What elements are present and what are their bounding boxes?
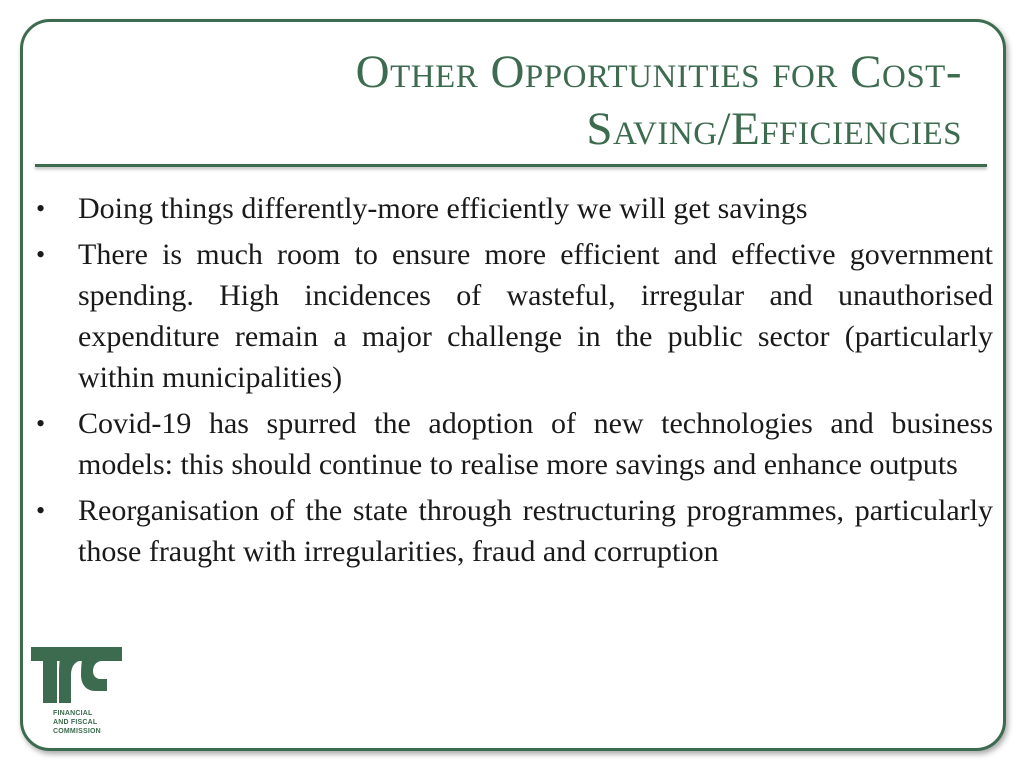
title-divider xyxy=(35,164,987,167)
logo-line: COMMISSION xyxy=(53,728,101,735)
logo-line: FINANCIAL xyxy=(53,710,93,717)
bullet-text: Reorganisation of the state through restructuring programmes, particularly those fraught with irregularities, fraud and corruption xyxy=(78,494,993,568)
bullet-icon: • xyxy=(36,496,46,525)
logo-wordmark xyxy=(53,709,101,736)
bullet-item xyxy=(36,403,993,485)
bullet-item xyxy=(36,188,993,229)
bullet-icon: • xyxy=(36,194,46,223)
bullet-text: Covid-19 has spurred the adoption of new technologies and business models: this should continue to realise more savings and enhance outputs xyxy=(78,407,993,481)
bullet-item xyxy=(36,234,993,398)
bullet-list xyxy=(36,188,993,577)
title-line-1: Other Opportunities for Cost- xyxy=(355,46,962,98)
slide-title xyxy=(142,44,962,158)
bullet-icon: • xyxy=(36,409,46,438)
bullet-text: Doing things differently-more efficiently we will get savings xyxy=(78,192,808,225)
bullet-icon: • xyxy=(36,240,46,269)
bullet-item xyxy=(36,490,993,572)
bullet-text: There is much room to ensure more efficient and effective government spending. High incidences of wasteful, irregular and unauthorised expenditure remain a major challenge in the public sector (particularly within municipalities) xyxy=(78,238,993,394)
title-line-2: Saving/Efficiencies xyxy=(586,103,962,155)
logo-line: AND FISCAL xyxy=(53,719,98,726)
